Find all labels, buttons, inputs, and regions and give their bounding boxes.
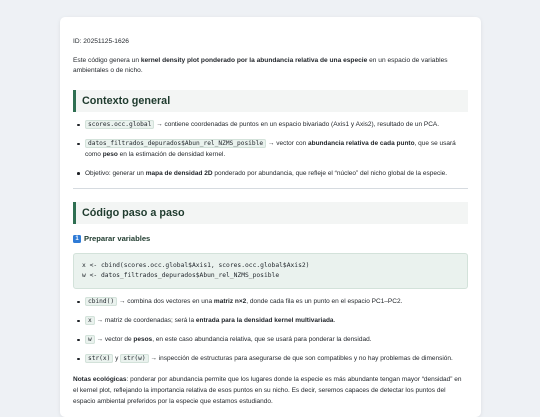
list-item-text: → matriz de coordenadas; será la (94, 317, 196, 325)
inline-code: datos_filtrados_depurados$Abun_rel_NZMS_posible (85, 139, 266, 148)
keycap-number-icon: 1 (73, 235, 81, 243)
context-list (73, 120, 468, 178)
list-item-text: y (113, 355, 121, 363)
list-item-bold: peso (102, 150, 118, 158)
list-item-text: , donde cada fila es un punto en el espacio PC1–PC2. (246, 298, 403, 306)
list-item-text: → contiene coordenadas de puntos en un espacio bivariado (Axis1 y Axis2), resultado de un PCA. (154, 121, 440, 129)
list-item-bold: pesos (133, 336, 153, 344)
section-title-contexto: Contexto general (73, 90, 468, 113)
list-item-text: → vector con (266, 140, 308, 148)
intro-paragraph (73, 56, 468, 76)
code-block: x <- cbind(scores.occ.global$Axis1, scores.occ.global$Axis2) w <- datos_filtrados_depurados$Abun_rel_NZMS_posible (73, 253, 468, 289)
list-item (73, 316, 468, 326)
notes-text: : ponderar por abundancia permite que los lugares donde la especie es más abundante tengan mayor “densidad” en el kernel plot, reflejando la importancia relativa de esos puntos en su nicho. Es decir, seremos capaces de detectar los puntos del espacio ambiental preferidos por la especie que estamos estudiando. (73, 375, 462, 405)
list-item-text: , en este caso abundancia relativa, que se usará para ponderar la densidad. (152, 336, 372, 344)
list-item-text: Objetivo: generar un (85, 169, 146, 177)
list-item-text: ponderado por abundancia, que refleje el “núcleo” del nicho global de la especie. (212, 169, 448, 177)
list-item (73, 335, 468, 345)
list-item-text: → inspección de estructuras para asegurarse de que son compatibles y no hay problemas de dimensión. (148, 355, 453, 363)
notes-label: Notas ecológicas (73, 375, 127, 383)
list-item-bold: entrada para la densidad kernel multivariada (195, 317, 334, 325)
list-item (73, 139, 468, 159)
inline-code: str(w) (120, 354, 148, 363)
inline-code: cbind() (85, 297, 117, 306)
section-title-codigo: Código paso a paso (73, 202, 468, 225)
list-item-text: en la estimación de densidad kernel. (117, 150, 226, 158)
list-item-bold: mapa de densidad 2D (145, 169, 213, 177)
intro-text: Este código genera un (73, 57, 141, 65)
list-item (73, 169, 468, 179)
step-title-text: Preparar variables (84, 234, 151, 244)
intro-bold: kernel density plot ponderado por la abundancia relativa de una especie (140, 57, 368, 65)
step-list (73, 297, 468, 364)
list-item (73, 120, 468, 130)
list-item-bold: abundancia relativa de cada punto (308, 140, 415, 148)
list-item (73, 297, 468, 307)
inline-code: str(x) (85, 354, 113, 363)
document-card (60, 17, 481, 417)
list-item-text: → combina dos vectores en una (117, 298, 214, 306)
step-title (73, 233, 468, 245)
list-item (73, 354, 468, 364)
ecological-notes (73, 374, 468, 407)
inline-code: x (85, 316, 95, 325)
inline-code: scores.occ.global (85, 120, 154, 129)
inline-code: w (85, 335, 95, 344)
list-item-text: → vector de (94, 336, 134, 344)
list-item-text: . (333, 317, 336, 325)
list-item-bold: matriz n×2 (213, 298, 247, 306)
list-item-text: , que se usará como (85, 140, 456, 158)
intro-text-end: en un espacio de variables ambientales o de nicho. (73, 57, 448, 75)
document-id: ID: 20251125-1626 (73, 38, 129, 45)
section-divider (73, 188, 468, 189)
